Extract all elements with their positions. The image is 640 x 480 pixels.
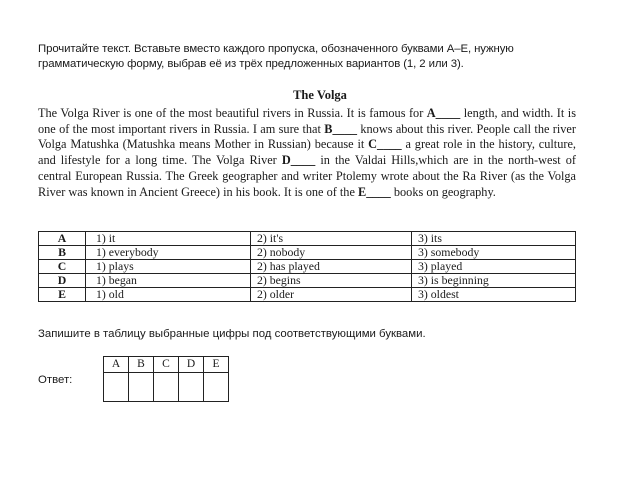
table-row [39, 260, 576, 274]
task-instruction: Прочитайте текст. Вставьте вместо каждого пропуска, обозначенного буквами А–Е, нужную грамматическую форму, выбрав её из трёх предложенных вариантов (1, 2 или 3). [38, 43, 514, 70]
option-3: 3) oldest [412, 288, 576, 302]
answer-letter: D [179, 357, 204, 373]
table-row [39, 246, 576, 260]
passage-part-3: knows about this river. People call the river Volga Matushka (Matushka means Mother in Russian) because it [38, 121, 576, 152]
option-3: 3) played [412, 260, 576, 274]
answer-label: Ответ: [38, 374, 73, 386]
gap-e: E____ [358, 184, 391, 199]
passage-part-5: in the Valdai Hills,which are in the north-west of central European Russia. The Greek geographer and writer Ptolemy wrote about the Ra River (as the Volga River was known in Ancient Greece) in his book. It is one of the [38, 153, 576, 199]
answer-input-row [104, 373, 229, 402]
gap-a: A____ [426, 106, 461, 120]
answer-cell-d[interactable] [179, 373, 204, 402]
answer-cell-b[interactable] [129, 373, 154, 402]
table-row [39, 232, 576, 246]
write-instruction: Запишите в таблицу выбранные цифры под соответствующими буквами. [38, 328, 426, 340]
option-1: 1) everybody [86, 246, 251, 260]
options-table [38, 231, 576, 302]
option-1: 1) it [86, 232, 251, 246]
option-2: 2) nobody [251, 246, 412, 260]
row-letter: C [39, 260, 86, 274]
option-2: 2) older [251, 288, 412, 302]
passage-title: The Volga [293, 88, 347, 102]
option-1: 1) plays [86, 260, 251, 274]
answer-cell-a[interactable] [104, 373, 129, 402]
option-2: 2) it's [251, 232, 412, 246]
passage-part-1: The Volga River is one of the most beautiful rivers in Russia. It is famous for [38, 106, 427, 120]
row-letter: E [39, 288, 86, 302]
option-2: 2) has played [251, 260, 412, 274]
table-row [39, 274, 576, 288]
gap-d: D____ [281, 153, 316, 168]
passage-part-2: length, and width. It is one of the most important rivers in Russia. I am sure that [38, 106, 576, 136]
answer-cell-c[interactable] [154, 373, 179, 402]
option-3: 3) somebody [412, 246, 576, 260]
option-2: 2) begins [251, 274, 412, 288]
passage-part-6: books on geography. [390, 184, 496, 199]
answer-letter: E [204, 357, 229, 373]
answer-table [103, 356, 229, 402]
option-1: 1) began [86, 274, 251, 288]
row-letter: B [39, 246, 86, 260]
answer-header-row [104, 357, 229, 373]
gap-b: B____ [324, 121, 358, 136]
passage-part-4: a great role in the history, culture, and lifestyle for a long time. The Volga River [38, 137, 576, 168]
answer-cell-e[interactable] [204, 373, 229, 402]
option-1: 1) old [86, 288, 251, 302]
answer-letter: C [154, 357, 179, 373]
passage-text [38, 106, 576, 200]
row-letter: A [39, 232, 86, 246]
gap-c: C____ [368, 137, 402, 152]
answer-letter: A [104, 357, 129, 373]
table-row [39, 288, 576, 302]
row-letter: D [39, 274, 86, 288]
answer-letter: B [129, 357, 154, 373]
option-3: 3) its [412, 232, 576, 246]
option-3: 3) is beginning [412, 274, 576, 288]
